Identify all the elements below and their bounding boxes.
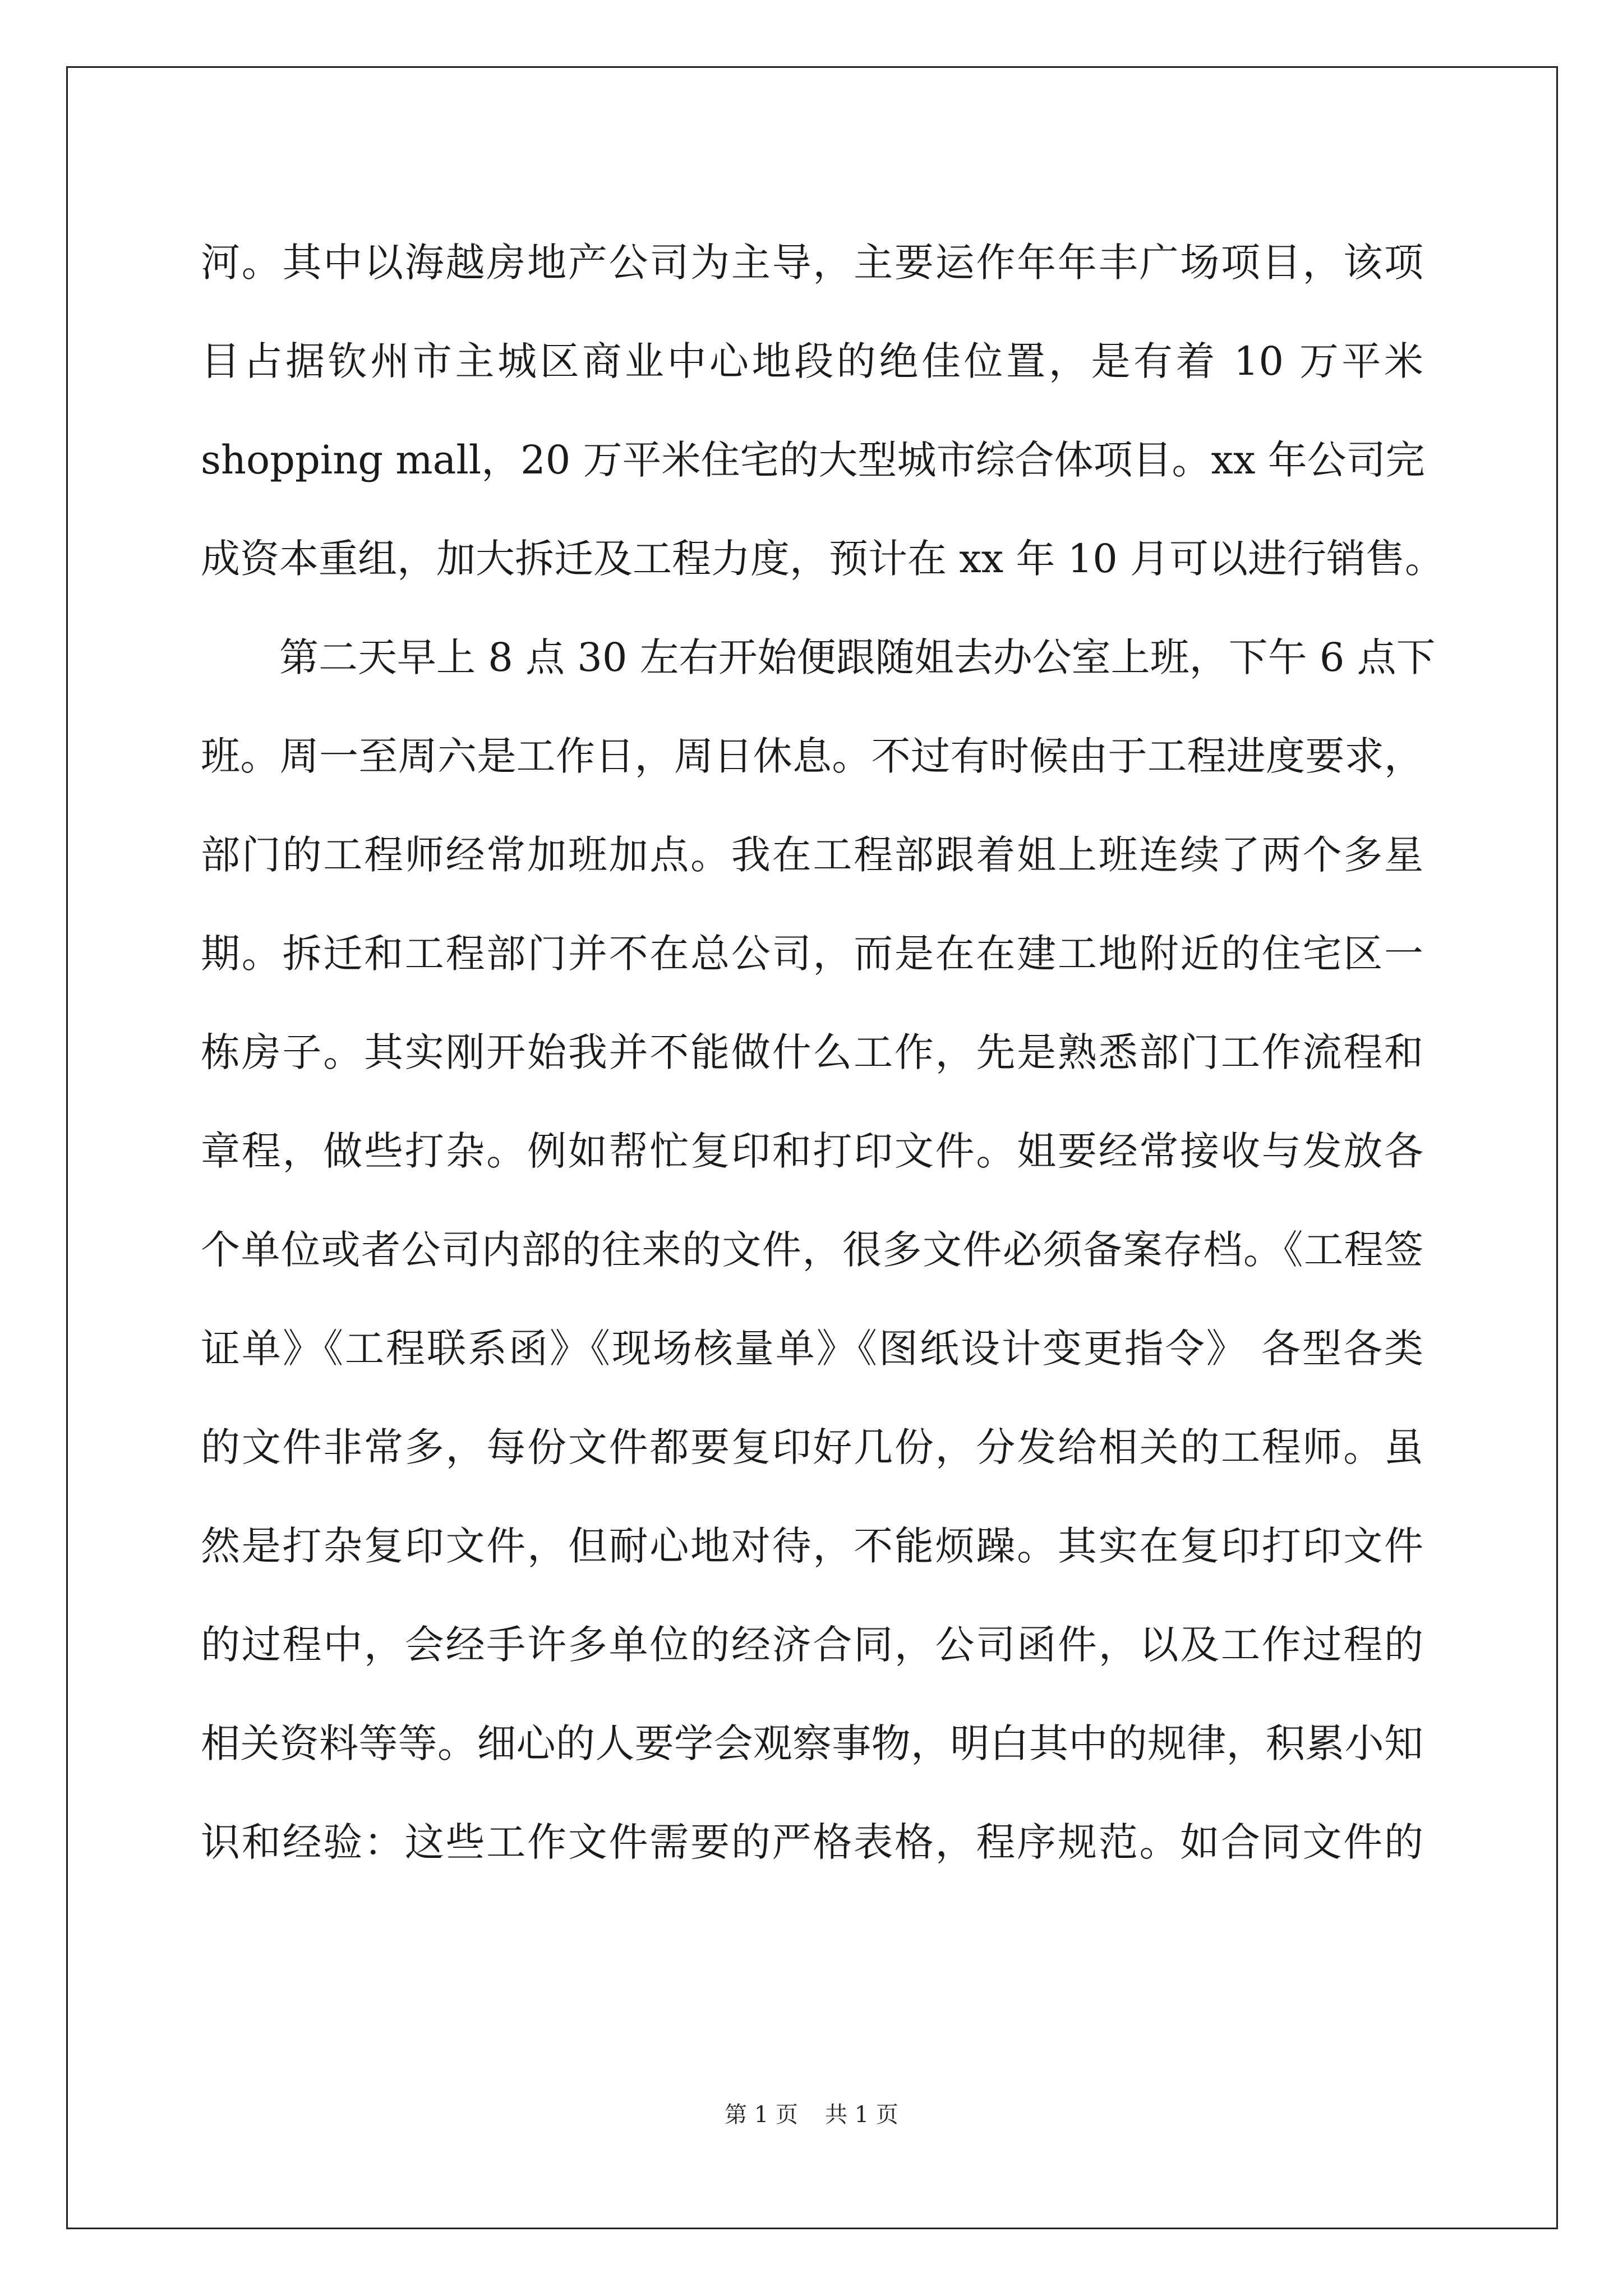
page-total: 共 1 页 <box>825 2102 898 2128</box>
document-body <box>201 213 1445 1892</box>
page-number: 第 1 页 <box>725 2102 798 2128</box>
text-line-12: 证单》《工程联系函》《现场核量单》《图纸设计变更指令》 各型各类 <box>201 1326 1423 1372</box>
text-line-13: 的文件非常多，每份文件都要复印好几份，分发给相关的工程师。虽 <box>201 1424 1423 1470</box>
text-line-8: 期。拆迁和工程部门并不在总公司，而是在在建工地附近的住宅区一 <box>201 931 1423 977</box>
text-line-4: 成资本重组，加大拆迁及工程力度，预计在 xx 年 10 月可以进行销售。 <box>201 536 1445 582</box>
text-line-5: 第二天早上 8 点 30 左右开始便跟随姐去办公室上班，下午 6 点下 <box>201 634 1436 680</box>
text-line-11: 个单位或者公司内部的往来的文件，很多文件必须备案存档。《工程签 <box>201 1227 1423 1273</box>
text-line-10: 章程，做些打杂。例如帮忙复印和打印文件。姐要经常接收与发放各 <box>201 1128 1423 1174</box>
text-line-16: 相关资料等等。细心的人要学会观察事物，明白其中的规律，积累小知 <box>201 1720 1423 1766</box>
text-line-17: 识和经验：这些工作文件需要的严格表格，程序规范。如合同文件的 <box>201 1819 1423 1865</box>
page-footer <box>0 2098 1623 2132</box>
text-line-1: 河。其中以海越房地产公司为主导，主要运作年年丰广场项目，该项 <box>201 240 1423 286</box>
text-line-14: 然是打杂复印文件，但耐心地对待，不能烦躁。其实在复印打印文件 <box>201 1523 1423 1569</box>
text-line-15: 的过程中，会经手许多单位的经济合同，公司函件，以及工作过程的 <box>201 1622 1423 1668</box>
text-line-3: shopping mall，20 万平米住宅的大型城市综合体项目。xx 年公司完 <box>201 437 1425 483</box>
text-line-6: 班。周一至周六是工作日，周日休息。不过有时候由于工程进度要求， <box>201 733 1423 779</box>
text-line-2: 目占据钦州市主城区商业中心地段的绝佳位置，是有着 10 万平米 <box>201 338 1423 384</box>
text-line-9: 栋房子。其实刚开始我并不能做什么工作，先是熟悉部门工作流程和 <box>201 1029 1423 1075</box>
text-line-7: 部门的工程师经常加班加点。我在工程部跟着姐上班连续了两个多星 <box>201 832 1423 878</box>
